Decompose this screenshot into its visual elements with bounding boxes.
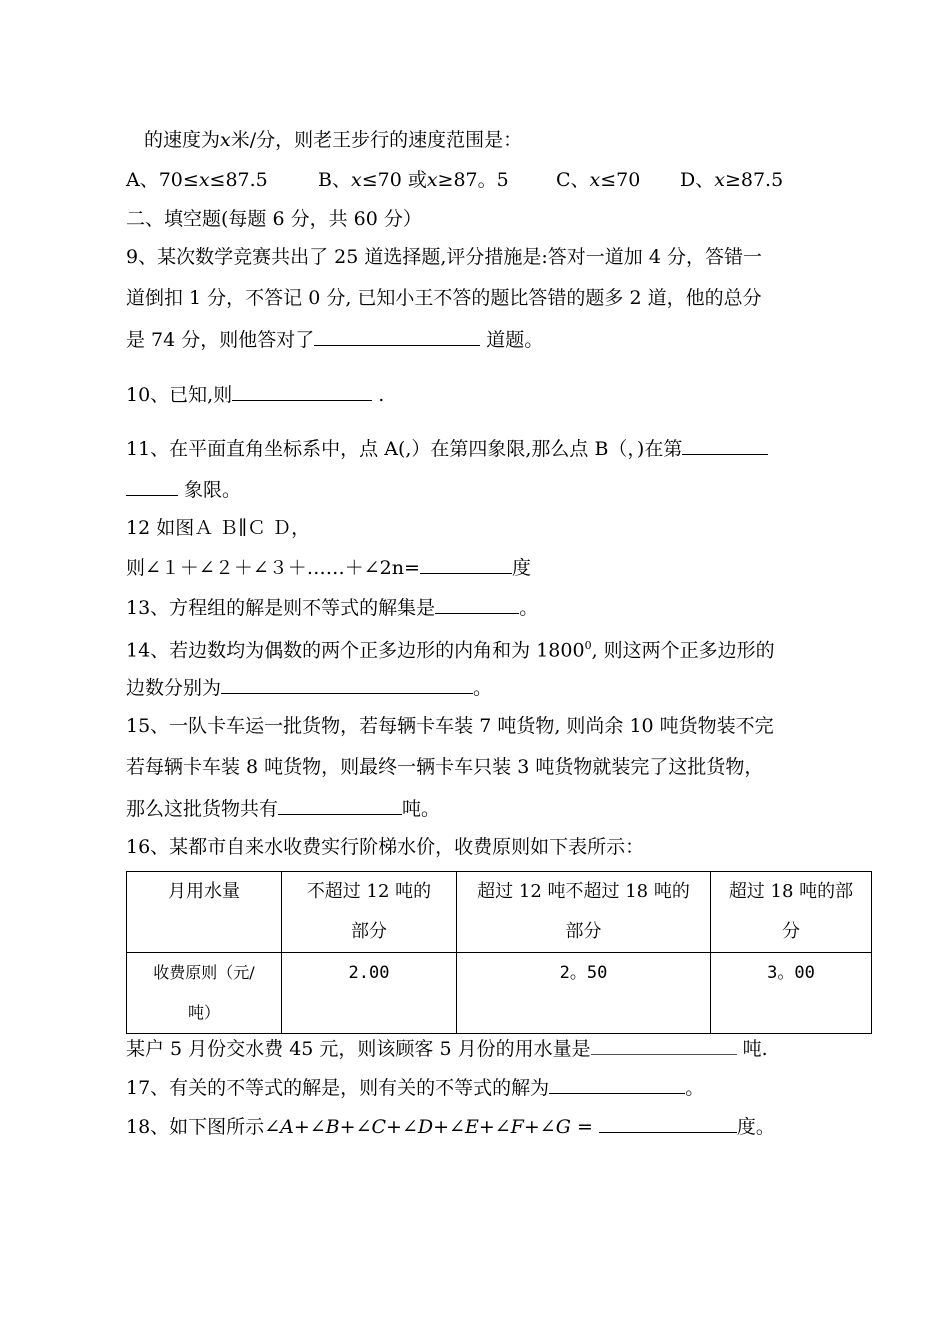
q8-option-d[interactable]: D、x≥87.5 (680, 169, 784, 191)
q12-line2: 则∠１＋∠２＋∠３＋……＋∠2n= 度 (126, 557, 531, 579)
q11-answer-blank-1[interactable] (682, 436, 768, 455)
table-cell: 2.00 (282, 953, 457, 1034)
q15-answer-blank[interactable] (278, 796, 402, 815)
q10-answer-blank[interactable] (232, 382, 372, 401)
q11-answer-blank-2[interactable] (126, 477, 178, 496)
q15-line3: 那么这批货物共有 吨。 (126, 798, 441, 820)
table-row (127, 953, 872, 1034)
water-fee-table (126, 871, 872, 1034)
q8-option-b[interactable]: B、x≤70 或x≥87。5 (318, 169, 509, 191)
q15-line2: 若每辆卡车装 8 吨货物，则最终一辆卡车只装 3 吨货物就装完了这批货物， (126, 756, 764, 778)
section-title: 二、填空题(每题 6 分，共 60 分） (126, 208, 422, 230)
q17-answer-blank[interactable] (549, 1075, 685, 1094)
q17: 17、有关的不等式的解是，则有关的不等式的解为 。 (126, 1077, 705, 1099)
q12-line1: 12 如图Ａ Ｂ∥Ｃ Ｄ， (126, 517, 311, 539)
q14-line2: 边数分别为 。 (126, 677, 493, 699)
q15-line1: 15、一队卡车运一批货物，若每辆卡车装 7 吨货物, 则尚余 10 吨货物装不完 (126, 715, 774, 737)
header-cell: 超过 18 吨的部 分 (711, 872, 872, 953)
q8-options (126, 168, 784, 192)
q10: 10、已知,则 . (126, 384, 385, 406)
q9-line3: 是 74 分，则他答对了 道题。 (126, 329, 544, 351)
q14-answer-blank[interactable] (221, 675, 473, 694)
q8-option-a[interactable]: A、70≤x≤87.5 (126, 169, 268, 191)
q13: 13、方程组的解是则不等式的解集是 。 (126, 597, 539, 619)
q11-line2: 象限。 (126, 477, 241, 502)
q16-intro: 16、某都市自来水收费实行阶梯水价，收费原则如下表所示： (126, 836, 645, 858)
q11-line1: 11、在平面直角坐标系中，点 A(,）在第四象限,那么点 B（，)在第 (126, 436, 768, 461)
q13-answer-blank[interactable] (435, 595, 519, 614)
q9-line1: 9、某次数学竞赛共出了 25 道选择题,评分措施是:答对一道加 4 分，答错一 (126, 246, 762, 268)
header-cell: 月用水量 (127, 872, 282, 953)
header-cell: 超过 12 吨不超过 18 吨的 部分 (457, 872, 711, 953)
table-cell: 3。00 (711, 953, 872, 1034)
table-header-row (127, 872, 872, 953)
q14-line1: 14、若边数均为偶数的两个正多边形的内角和为 1800$^0$, 则这两个正多边形的 (126, 639, 775, 662)
q18: 18、如下图所示∠A+∠B+∠C+∠D+∠E+∠F+∠G = 度。 (126, 1116, 775, 1138)
q9-line2: 道倒扣 1 分，不答记 0 分, 已知小王不答的题比答错的题多 2 道，他的总分 (126, 287, 762, 309)
row-label-cell: 收费原则（元/ 吨） (127, 953, 282, 1034)
q8-option-c[interactable]: C、x≤70 (556, 169, 641, 191)
q16-after: 某户 5 月份交水费 45 元，则该顾客 5 月份的用水量是 吨. (126, 1038, 768, 1060)
header-cell: 不超过 12 吨的 部分 (282, 872, 457, 953)
q9-answer-blank[interactable] (314, 327, 480, 346)
q12-answer-blank[interactable] (420, 555, 512, 574)
q8-stem: 的速度为x米/分，则老王步行的速度范围是： (144, 129, 523, 151)
q16-answer-blank[interactable] (591, 1036, 737, 1055)
table-cell: 2。50 (457, 953, 711, 1034)
q18-answer-blank[interactable] (599, 1114, 737, 1133)
